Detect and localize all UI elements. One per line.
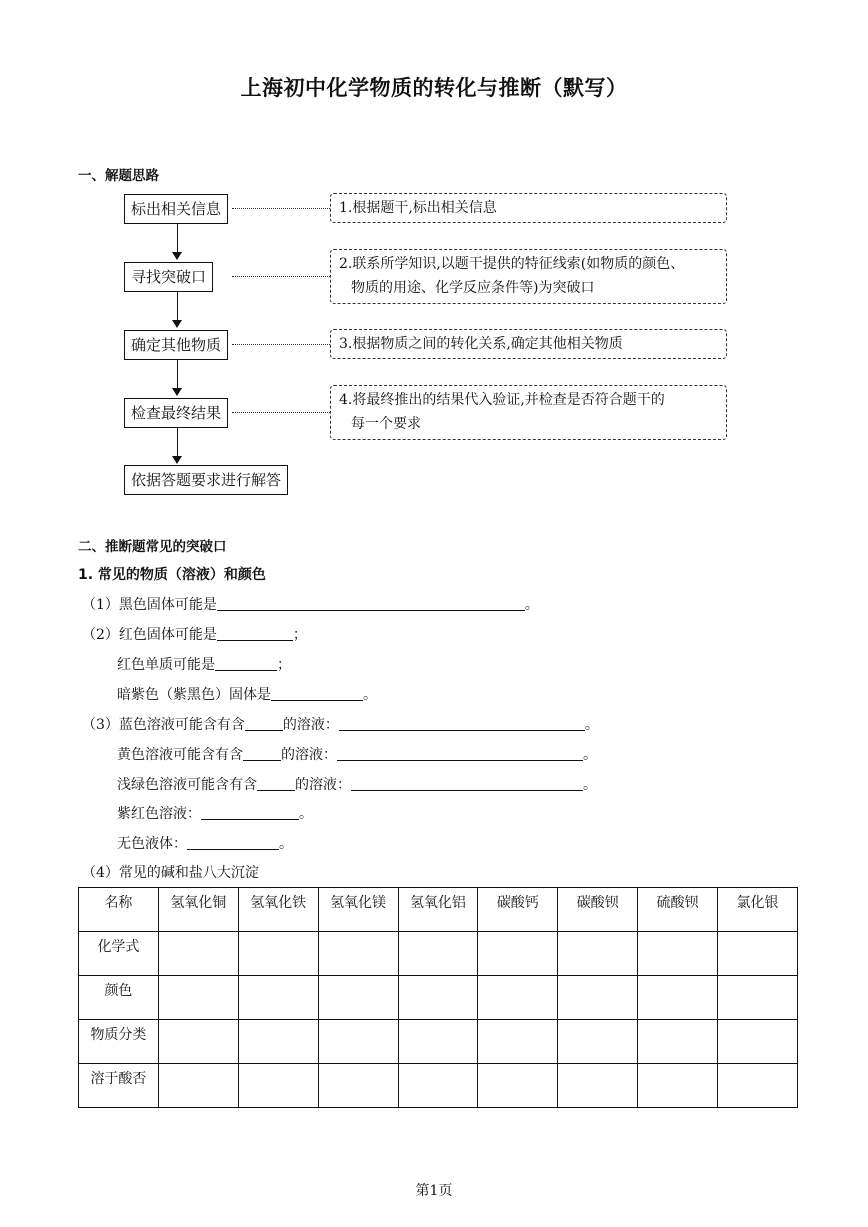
- answer-cell[interactable]: [718, 1020, 798, 1064]
- answer-cell[interactable]: [718, 932, 798, 976]
- answer-cell[interactable]: [478, 1064, 558, 1108]
- question-3c: 浅绿色溶液可能含有含 的溶液： 。: [117, 777, 597, 793]
- note-connector: [232, 208, 330, 209]
- answer-blank[interactable]: [271, 685, 363, 701]
- subheading: 1. 常见的物质（溶液）和颜色: [78, 567, 266, 583]
- question-2a: （2）红色固体可能是 ；: [82, 627, 307, 643]
- table-row: [79, 1064, 798, 1108]
- row-label: 化学式: [79, 932, 159, 976]
- answer-blank[interactable]: [243, 745, 281, 761]
- section-2-heading: 二、推断题常见的突破口: [78, 539, 227, 555]
- answer-cell[interactable]: [318, 976, 398, 1020]
- answer-cell[interactable]: [398, 976, 478, 1020]
- page-title: 上海初中化学物质的转化与推断（默写）: [240, 76, 628, 100]
- answer-blank[interactable]: [201, 804, 299, 820]
- flow-note-1: [330, 193, 727, 223]
- answer-cell[interactable]: [638, 1020, 718, 1064]
- flow-note-2: [330, 249, 727, 304]
- answer-cell[interactable]: [558, 1064, 638, 1108]
- answer-cell[interactable]: [558, 1020, 638, 1064]
- table-header-cell: 氯化银: [718, 888, 798, 932]
- answer-blank[interactable]: [217, 625, 293, 641]
- question-3b: 黄色溶液可能含有含 的溶液： 。: [117, 747, 597, 763]
- table-header-row: [79, 888, 798, 932]
- flow-step-1: 标出相关信息: [124, 194, 228, 224]
- answer-blank[interactable]: [337, 745, 583, 761]
- note-text: 1.根据题干,标出相关信息: [339, 200, 497, 216]
- table-header-cell: 名称: [79, 888, 159, 932]
- answer-cell[interactable]: [558, 976, 638, 1020]
- flow-step-3: 确定其他物质: [124, 330, 228, 360]
- note-text: 2.联系所学知识,以题干提供的特征线索(如物质的颜色、: [339, 256, 685, 272]
- answer-blank[interactable]: [245, 715, 283, 731]
- answer-blank[interactable]: [351, 775, 583, 791]
- answer-blank[interactable]: [217, 595, 525, 611]
- table-header-cell: 碳酸钡: [558, 888, 638, 932]
- flow-line-3: [177, 359, 178, 389]
- answer-cell[interactable]: [318, 1020, 398, 1064]
- precipitate-table: [78, 887, 798, 1108]
- flow-note-4: [330, 385, 727, 440]
- table-row: [79, 932, 798, 976]
- answer-cell[interactable]: [718, 976, 798, 1020]
- answer-cell[interactable]: [398, 932, 478, 976]
- note-connector: [232, 276, 330, 277]
- table-header-cell: 氢氧化铝: [398, 888, 478, 932]
- answer-cell[interactable]: [158, 1064, 238, 1108]
- arrow-down-icon: [172, 388, 182, 396]
- answer-cell[interactable]: [318, 1064, 398, 1108]
- table-row: [79, 1020, 798, 1064]
- answer-cell[interactable]: [238, 1064, 318, 1108]
- table-row: [79, 976, 798, 1020]
- note-text: 物质的用途、化学反应条件等)为突破口: [351, 280, 595, 296]
- note-text: 每一个要求: [351, 416, 421, 432]
- question-2b: 红色单质可能是 ；: [117, 657, 291, 673]
- answer-cell[interactable]: [238, 1020, 318, 1064]
- answer-blank[interactable]: [215, 655, 277, 671]
- arrow-down-icon: [172, 252, 182, 260]
- question-2c: 暗紫色（紫黑色）固体是 。: [117, 687, 377, 703]
- question-3e: 无色液体： 。: [117, 836, 293, 852]
- row-label: 溶于酸否: [79, 1064, 159, 1108]
- answer-cell[interactable]: [478, 1020, 558, 1064]
- flow-note-3: [330, 329, 727, 359]
- answer-cell[interactable]: [638, 1064, 718, 1108]
- answer-cell[interactable]: [478, 932, 558, 976]
- arrow-down-icon: [172, 456, 182, 464]
- row-label: 颜色: [79, 976, 159, 1020]
- page-number: 第1页: [415, 1183, 453, 1199]
- note-connector: [232, 412, 330, 413]
- answer-cell[interactable]: [318, 932, 398, 976]
- flow-step-2: 寻找突破口: [124, 262, 213, 292]
- question-3d: 紫红色溶液： 。: [117, 806, 313, 822]
- section-1-heading: 一、解题思路: [78, 168, 159, 184]
- flow-step-4: 检查最终结果: [124, 398, 228, 428]
- note-connector: [232, 344, 330, 345]
- answer-cell[interactable]: [638, 976, 718, 1020]
- table-header-cell: 氢氧化镁: [318, 888, 398, 932]
- table-header-cell: 氢氧化铁: [238, 888, 318, 932]
- answer-cell[interactable]: [158, 932, 238, 976]
- question-1: （1）黑色固体可能是 。: [82, 597, 539, 613]
- answer-cell[interactable]: [398, 1020, 478, 1064]
- answer-cell[interactable]: [158, 1020, 238, 1064]
- answer-cell[interactable]: [558, 932, 638, 976]
- row-label: 物质分类: [79, 1020, 159, 1064]
- table-header-cell: 硫酸钡: [638, 888, 718, 932]
- answer-cell[interactable]: [158, 976, 238, 1020]
- answer-cell[interactable]: [638, 932, 718, 976]
- note-text: 3.根据物质之间的转化关系,确定其他相关物质: [339, 336, 623, 352]
- answer-cell[interactable]: [398, 1064, 478, 1108]
- flow-line-2: [177, 291, 178, 321]
- question-4: （4）常见的碱和盐八大沉淀: [82, 865, 259, 881]
- note-text: 4.将最终推出的结果代入验证,并检查是否符合题干的: [339, 392, 665, 408]
- answer-cell[interactable]: [238, 976, 318, 1020]
- table-header-cell: 氢氧化铜: [158, 888, 238, 932]
- answer-cell[interactable]: [238, 932, 318, 976]
- flow-line-4: [177, 427, 178, 457]
- flow-line-1: [177, 223, 178, 253]
- answer-cell[interactable]: [478, 976, 558, 1020]
- flow-step-5: 依据答题要求进行解答: [124, 465, 288, 495]
- question-3a: （3）蓝色溶液可能含有含 的溶液： 。: [82, 717, 599, 733]
- answer-blank[interactable]: [339, 715, 585, 731]
- answer-cell[interactable]: [718, 1064, 798, 1108]
- arrow-down-icon: [172, 320, 182, 328]
- answer-blank[interactable]: [257, 775, 295, 791]
- table-header-cell: 碳酸钙: [478, 888, 558, 932]
- answer-blank[interactable]: [187, 834, 279, 850]
